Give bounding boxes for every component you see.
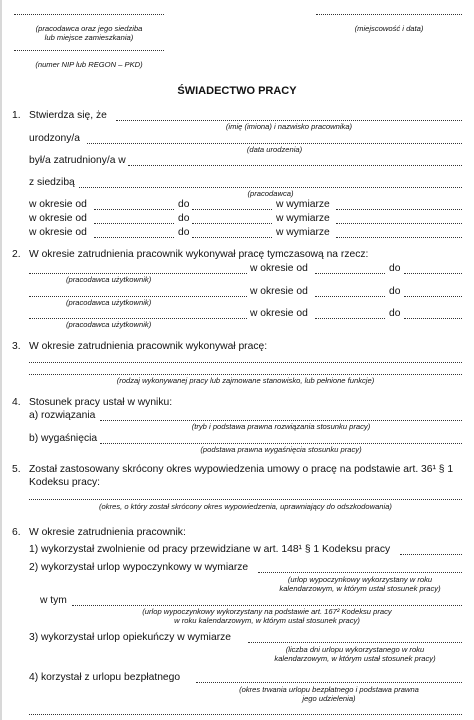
period-3-to-label: do	[178, 227, 190, 238]
period-2-dimension-label: w wymiarze	[276, 213, 330, 224]
temp-1-to-label: do	[389, 263, 401, 274]
s6-number: 6.	[12, 527, 21, 538]
period-2-to-field[interactable]	[192, 223, 272, 224]
work-type-field-2[interactable]	[29, 374, 462, 375]
period-3-label: w okresie od	[29, 227, 87, 238]
period-3-from-field[interactable]	[94, 237, 174, 238]
notice-shortening-field[interactable]	[29, 499, 462, 500]
period-3-to-field[interactable]	[192, 237, 272, 238]
s2-number: 2.	[12, 249, 21, 260]
employer-caption: (pracodawca)	[247, 189, 294, 198]
page-edge	[0, 0, 2, 720]
s4-number: 4.	[12, 397, 21, 408]
care-leave-caption-2: kalendarzowym, w którym ustał stosunek pracy)	[274, 654, 436, 663]
period-1-label: w okresie od	[29, 199, 87, 210]
born-label: urodzony/a	[29, 133, 80, 144]
employed-label: był/a zatrudniony/a w	[29, 155, 126, 166]
work-type-field-1[interactable]	[29, 362, 462, 363]
s3-number: 3.	[12, 341, 21, 352]
period-2-to-label: do	[178, 213, 190, 224]
temp-user-2-caption: (pracodawca użytkownik)	[66, 298, 152, 307]
s5-number: 5.	[12, 464, 21, 475]
s6-item-1-field[interactable]	[400, 554, 462, 555]
s6-text: W okresie zatrudnienia pracownik:	[29, 527, 186, 538]
s2-text: W okresie zatrudnienia pracownik wykonywał pracę tymczasową na rzecz:	[29, 249, 369, 260]
in-that-label: w tym	[40, 595, 67, 606]
temp-user-1-field[interactable]	[29, 273, 247, 274]
s3-text: W okresie zatrudnienia pracownik wykonywał pracę:	[29, 341, 268, 352]
temp-2-period-label: w okresie od	[250, 286, 308, 297]
temp-1-from-field[interactable]	[315, 273, 385, 274]
temp-3-to-field[interactable]	[404, 318, 462, 319]
employer-seat-field[interactable]	[79, 187, 462, 188]
care-leave-caption-1: (liczba dni urlopu wykorzystanego w roku	[285, 645, 425, 654]
s5-line-1: Został zastosowany skrócony okres wypowiedzenia umowy o pracę na podstawie art. 36¹ § 1	[29, 464, 454, 475]
s6-item-3: 3) wykorzystał urlop opiekuńczy w wymiarze	[29, 632, 231, 643]
vacation-167-caption-1: (urlop wypoczynkowy wykorzystany na podstawie art. 167² Kodeksu pracy	[142, 607, 392, 616]
birth-date-field[interactable]	[87, 143, 462, 144]
period-3-dimension-field[interactable]	[336, 237, 462, 238]
period-1-to-field[interactable]	[192, 209, 272, 210]
period-2-label: w okresie od	[29, 213, 87, 224]
period-1-dimension-field[interactable]	[336, 209, 462, 210]
temp-1-to-field[interactable]	[404, 273, 462, 274]
vacation-167-caption-2: w roku kalendarzowym, w którym ustał stosunek pracy)	[174, 616, 360, 625]
s1-number: 1.	[12, 110, 21, 121]
expiry-label: b) wygaśnięcia	[29, 433, 98, 444]
s6-item-4: 4) korzystał z urlopu bezpłatnego	[29, 672, 181, 683]
nip-caption: (numer NIP lub REGON – PKD)	[35, 60, 143, 69]
employer-caption-1: (pracodawca oraz jego siedziba	[35, 24, 143, 33]
employer-caption-2: lub miejsce zamieszkania)	[44, 33, 134, 42]
temp-3-period-label: w okresie od	[250, 308, 308, 319]
s5-line-2: Kodeksu pracy:	[29, 477, 100, 488]
vacation-caption-2: kalendarzowym, w którym ustał stosunek pracy)	[279, 584, 441, 593]
temp-2-from-field[interactable]	[315, 296, 385, 297]
period-1-to-label: do	[178, 199, 190, 210]
unpaid-leave-caption-1: (okres trwania urlopu bezpłatnego i podstawa prawna	[239, 685, 419, 694]
s4-text: Stosunek pracy ustał w wyniku:	[29, 397, 173, 408]
work-type-caption: (rodzaj wykonywanej pracy lub zajmowane stanowisko, lub pełnione funkcje)	[116, 376, 375, 385]
document-title: ŚWIADECTWO PRACY	[177, 85, 297, 97]
place-date-caption: (miejscowość i data)	[354, 24, 424, 33]
unpaid-leave-field[interactable]	[196, 682, 462, 683]
s6-item-2: 2) wykorzystał urlop wypoczynkowy w wymiarze	[29, 562, 249, 573]
care-leave-field[interactable]	[248, 642, 462, 643]
expiry-caption: (podstawa prawna wygaśnięcia stosunku pracy)	[200, 445, 362, 454]
s1-intro: Stwierdza się, że	[29, 110, 107, 121]
temp-user-3-caption: (pracodawca użytkownik)	[66, 320, 152, 329]
bottom-field[interactable]	[29, 714, 462, 715]
employer-field[interactable]	[14, 14, 164, 15]
temp-user-2-field[interactable]	[29, 296, 247, 297]
vacation-field[interactable]	[258, 572, 462, 573]
temp-3-from-field[interactable]	[315, 318, 385, 319]
employee-name-caption: (imię (imiona) i nazwisko pracownika)	[225, 122, 353, 131]
period-2-from-field[interactable]	[94, 223, 174, 224]
temp-1-period-label: w okresie od	[250, 263, 308, 274]
termination-caption: (tryb i podstawa prawna rozwiązania stosunku pracy)	[191, 422, 371, 431]
vacation-caption-1: (urlop wypoczynkowy wykorzystany w roku	[287, 575, 433, 584]
period-1-from-field[interactable]	[94, 209, 174, 210]
seat-label: z siedzibą	[29, 177, 75, 188]
termination-label: a) rozwiązania	[29, 410, 96, 421]
temp-user-3-field[interactable]	[29, 318, 247, 319]
period-3-dimension-label: w wymiarze	[276, 227, 330, 238]
employee-name-field[interactable]	[116, 120, 462, 121]
nip-field[interactable]	[14, 50, 164, 51]
birth-date-caption: (data urodzenia)	[246, 145, 303, 154]
place-date-field[interactable]	[316, 14, 462, 15]
period-1-dimension-label: w wymiarze	[276, 199, 330, 210]
expiry-field[interactable]	[100, 443, 462, 444]
temp-2-to-field[interactable]	[404, 296, 462, 297]
vacation-167-field[interactable]	[72, 605, 462, 606]
employer-name-field[interactable]	[128, 165, 462, 166]
temp-user-1-caption: (pracodawca użytkownik)	[66, 275, 152, 284]
temp-2-to-label: do	[389, 286, 401, 297]
notice-shortening-caption: (okres, o który został skrócony okres wypowiedzenia, uprawniający do odszkodowania)	[99, 502, 392, 511]
termination-field[interactable]	[100, 420, 462, 421]
temp-3-to-label: do	[389, 308, 401, 319]
s6-item-1: 1) wykorzystał zwolnienie od pracy przewidziane w art. 148¹ § 1 Kodeksu pracy	[29, 544, 391, 555]
period-2-dimension-field[interactable]	[336, 223, 462, 224]
unpaid-leave-caption-2: jego udzielenia)	[302, 694, 356, 703]
